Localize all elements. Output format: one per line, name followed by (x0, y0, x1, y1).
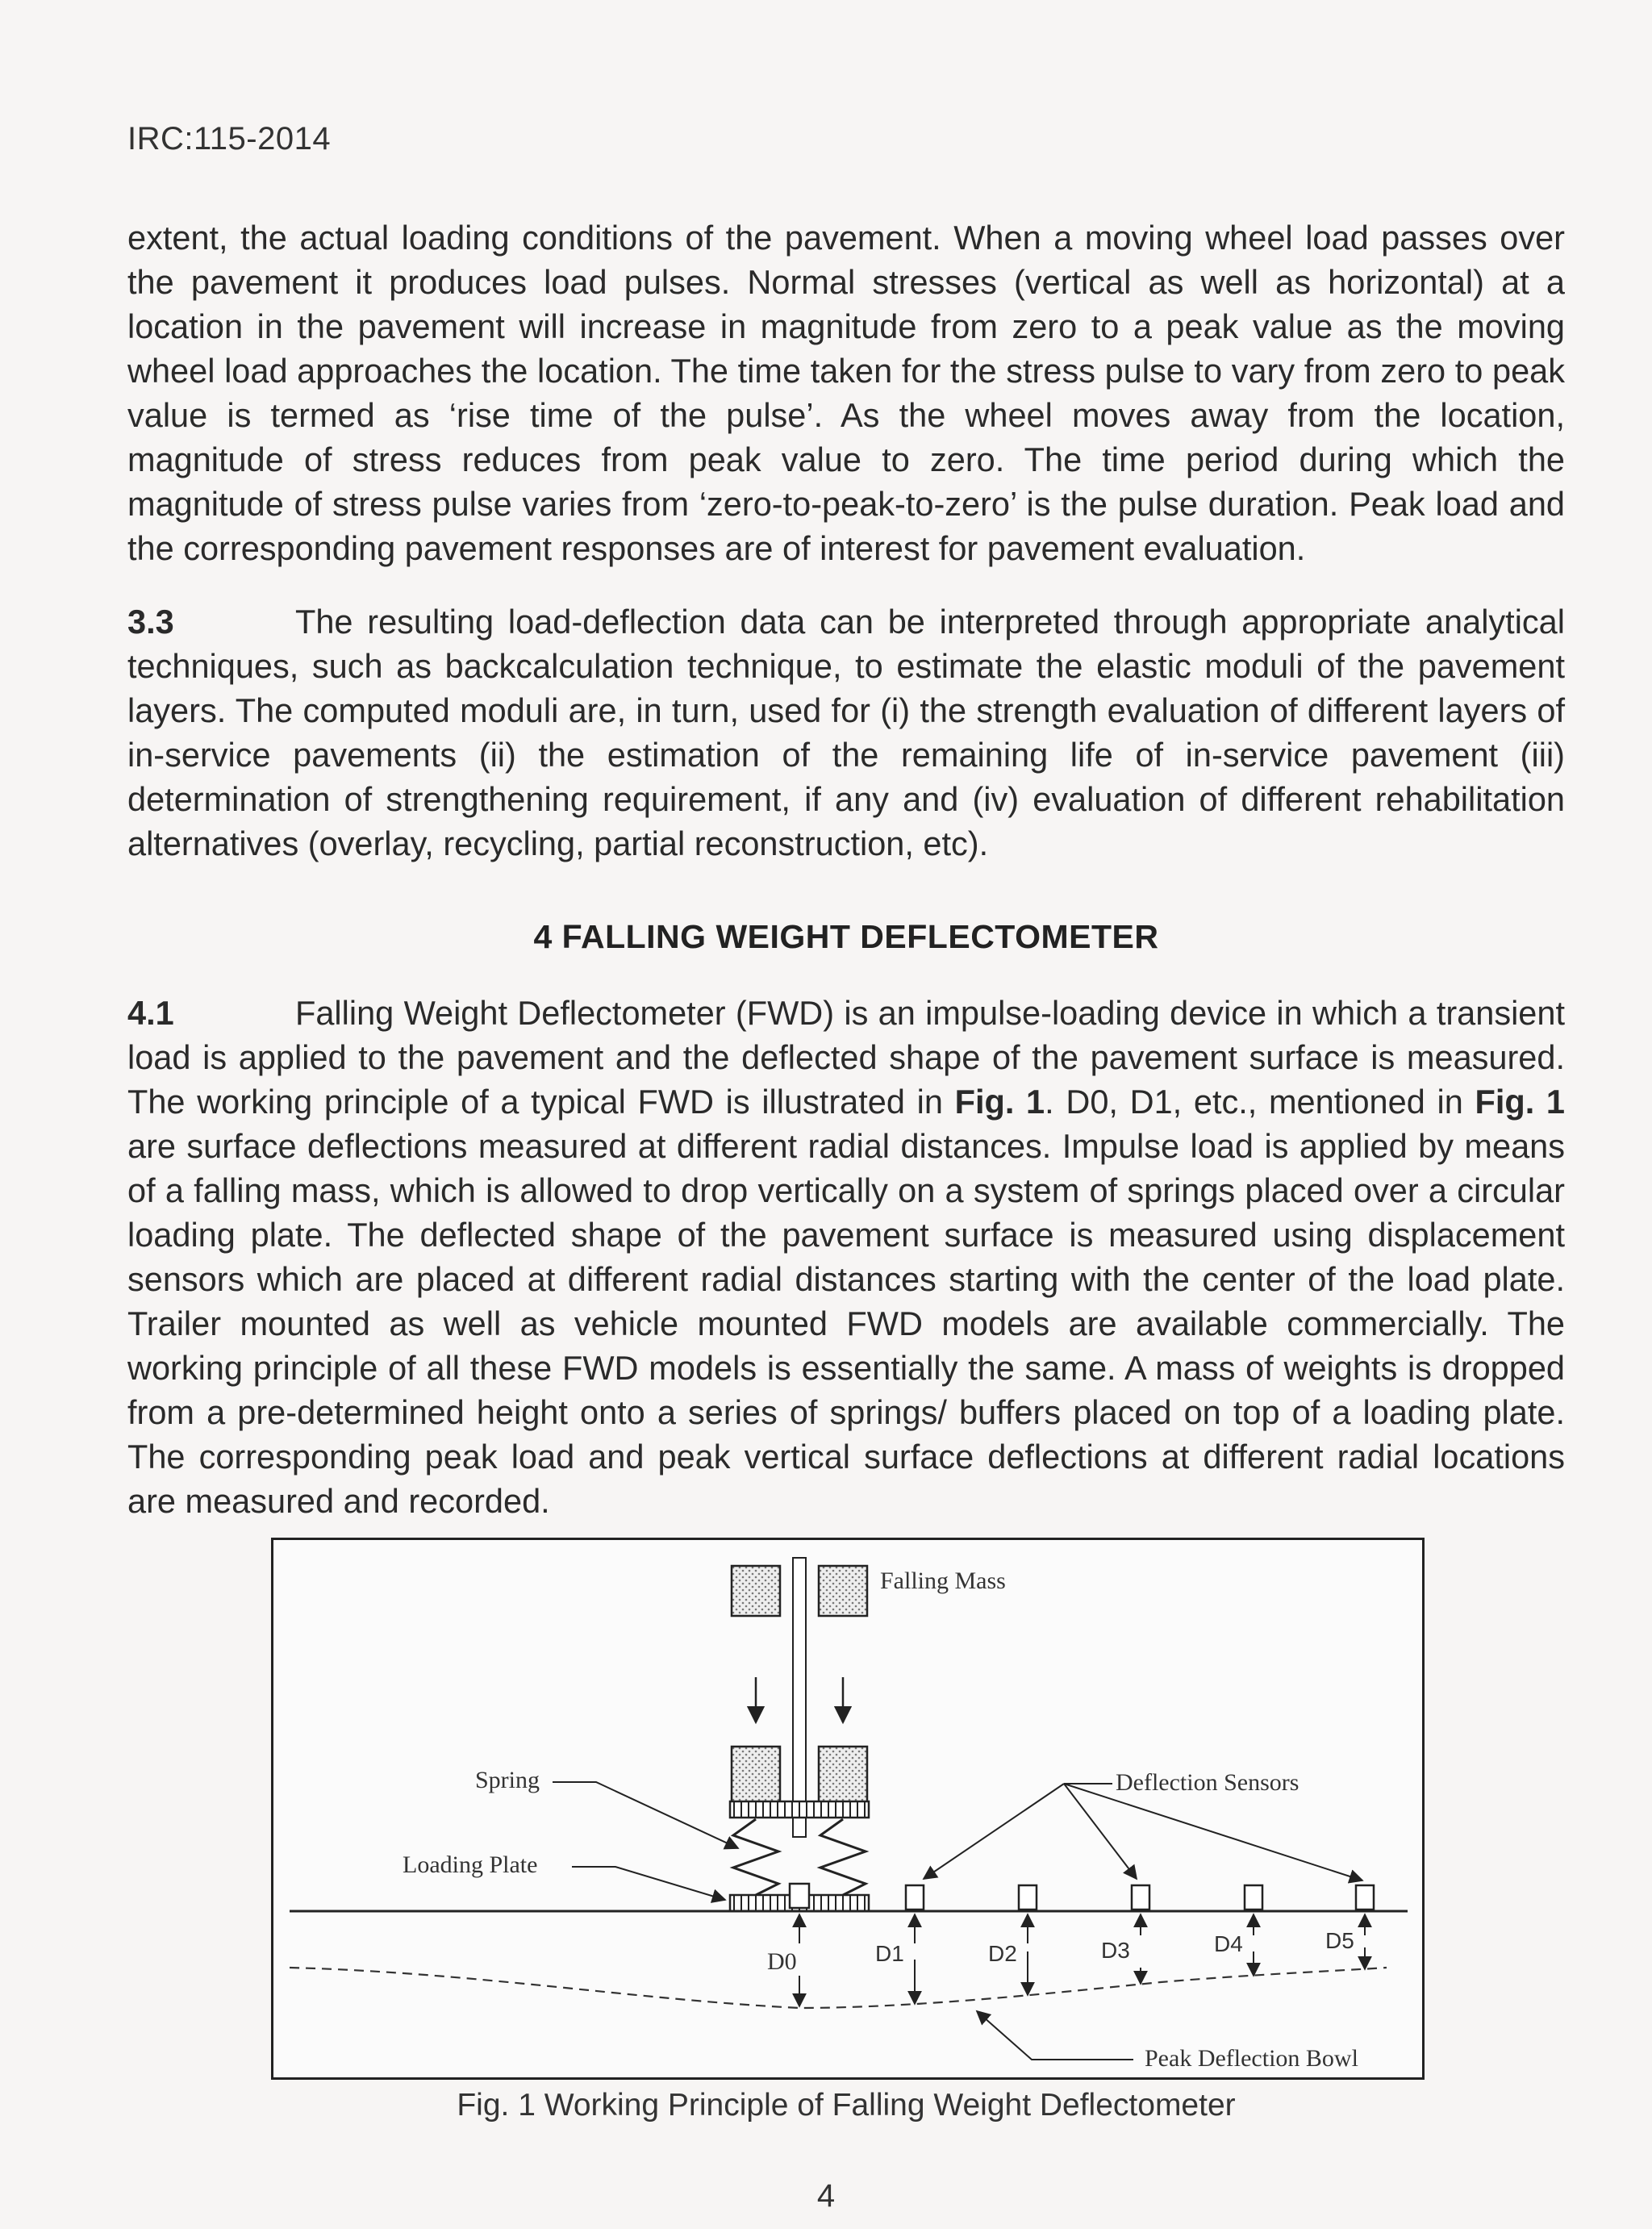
falling-mass-left (732, 1566, 780, 1616)
spring-left (733, 1819, 778, 1895)
paragraph-text: . D0, D1, etc., mentioned in (1045, 1083, 1475, 1121)
sensor-d1 (906, 1885, 924, 1910)
paragraph-text: The resulting load-deflection data can be interpreted through appropriate analytical techniques, such as backcalculation technique, to estimate the elastic moduli of the pavement layers. The computed moduli are, in turn, used for (i) the strength evaluation of different layers of in-service pavements (ii) the estimation of the remaining life of in-service pavement (iii) determination of strengthening requirement, if any and (iv) evaluation of different rehabilitation alternatives (overlay, recycling, partial reconstruction, etc). (127, 603, 1565, 862)
deflection-bowl (290, 1968, 1387, 2008)
sensor-d2 (1019, 1885, 1037, 1910)
figure-reference: Fig. 1 (954, 1083, 1045, 1121)
section-heading: 4 FALLING WEIGHT DEFLECTOMETER (533, 918, 1159, 955)
loading-plate-leader (572, 1867, 725, 1900)
d4-label: D4 (1214, 1931, 1243, 1956)
sensor-d4 (1245, 1885, 1262, 1910)
d2-label: D2 (988, 1941, 1017, 1966)
guide-rod (793, 1558, 806, 1837)
sensor-d5 (1356, 1885, 1374, 1910)
impact-mass-right (819, 1747, 867, 1803)
impact-mass-left (732, 1747, 780, 1803)
buffer-bar (730, 1801, 869, 1818)
paragraph-text: extent, the actual loading conditions of the pavement. When a moving wheel load passes over the pavement it produces load pulses. Normal stresses (vertical as well as horizontal) at a location in the pavement will increase in magnitude from zero to a peak value as the moving wheel load approaches the location. The time taken for the stress pulse to vary from zero to peak value is termed as ‘rise time of the pulse’. As the wheel moves away from the location, magnitude of stress reduces from peak value to zero. The time period during which the magnitude of stress pulse varies from ‘zero-to-peak-to-zero’ is the pulse duration. Peak load and the corresponding pavement responses are of interest for pavement evaluation. (127, 219, 1565, 567)
loading-plate-label: Loading Plate (403, 1851, 538, 1878)
figure-caption: Fig. 1 Working Principle of Falling Weight Deflectometer (457, 2088, 1236, 2123)
peak-bowl-leader (977, 2011, 1133, 2060)
document-id: IRC:115-2014 (127, 121, 332, 157)
page-number: 4 (816, 2178, 836, 2214)
d0-label: D0 (767, 1948, 797, 1975)
spring-label: Spring (475, 1767, 540, 1793)
paragraph-text: Falling Weight Deflectometer (FWD) is an impulse-loading device in which a transient load is applied to the pavement and the deflected shape of the pavement surface is measured. The working principle of a typical FWD is illustrated in (127, 994, 1565, 1121)
d1-label: D1 (875, 1941, 904, 1966)
section-number: 3.3 (127, 603, 174, 641)
spring-right (820, 1819, 866, 1895)
paragraph-4-1 (127, 991, 1565, 1523)
sensors-leader (1064, 1784, 1137, 1879)
paragraph-text: are surface deflections measured at different radial distances. Impulse load is applied by means of a falling mass, which is allowed to drop vertically on a system of springs placed over a circular loading plate. The deflected shape of the pavement surface is measured using displacement sensors which are placed at different radial distances starting with the center of the load plate. Trailer mounted as well as vehicle mounted FWD models are available commercially. The working principle of all these FWD models is essentially the same. A mass of weights is dropped from a pre-determined height onto a series of springs/ buffers placed on top of a loading plate. The corresponding peak load and peak vertical surface deflections at different radial locations are measured and recorded. (127, 1127, 1565, 1520)
fwd-diagram-svg (273, 1540, 1422, 2077)
falling-mass-label: Falling Mass (880, 1567, 1006, 1594)
d5-label: D5 (1325, 1928, 1354, 1953)
deflection-sensors-label: Deflection Sensors (1116, 1769, 1299, 1796)
sensors-leader (924, 1784, 1064, 1879)
paragraph-pulse-loading (127, 215, 1565, 570)
figure-reference: Fig. 1 (1475, 1083, 1565, 1121)
fwd-diagram (271, 1538, 1425, 2080)
falling-mass-right (819, 1566, 867, 1616)
sensors-leader (1064, 1784, 1362, 1880)
sensor-d3 (1132, 1885, 1149, 1910)
spring-leader (553, 1782, 738, 1848)
sensor-d0 (790, 1884, 809, 1908)
paragraph-3-3 (127, 599, 1565, 866)
section-number: 4.1 (127, 994, 174, 1032)
d3-label: D3 (1101, 1938, 1130, 1963)
peak-bowl-label: Peak Deflection Bowl (1145, 2045, 1358, 2072)
